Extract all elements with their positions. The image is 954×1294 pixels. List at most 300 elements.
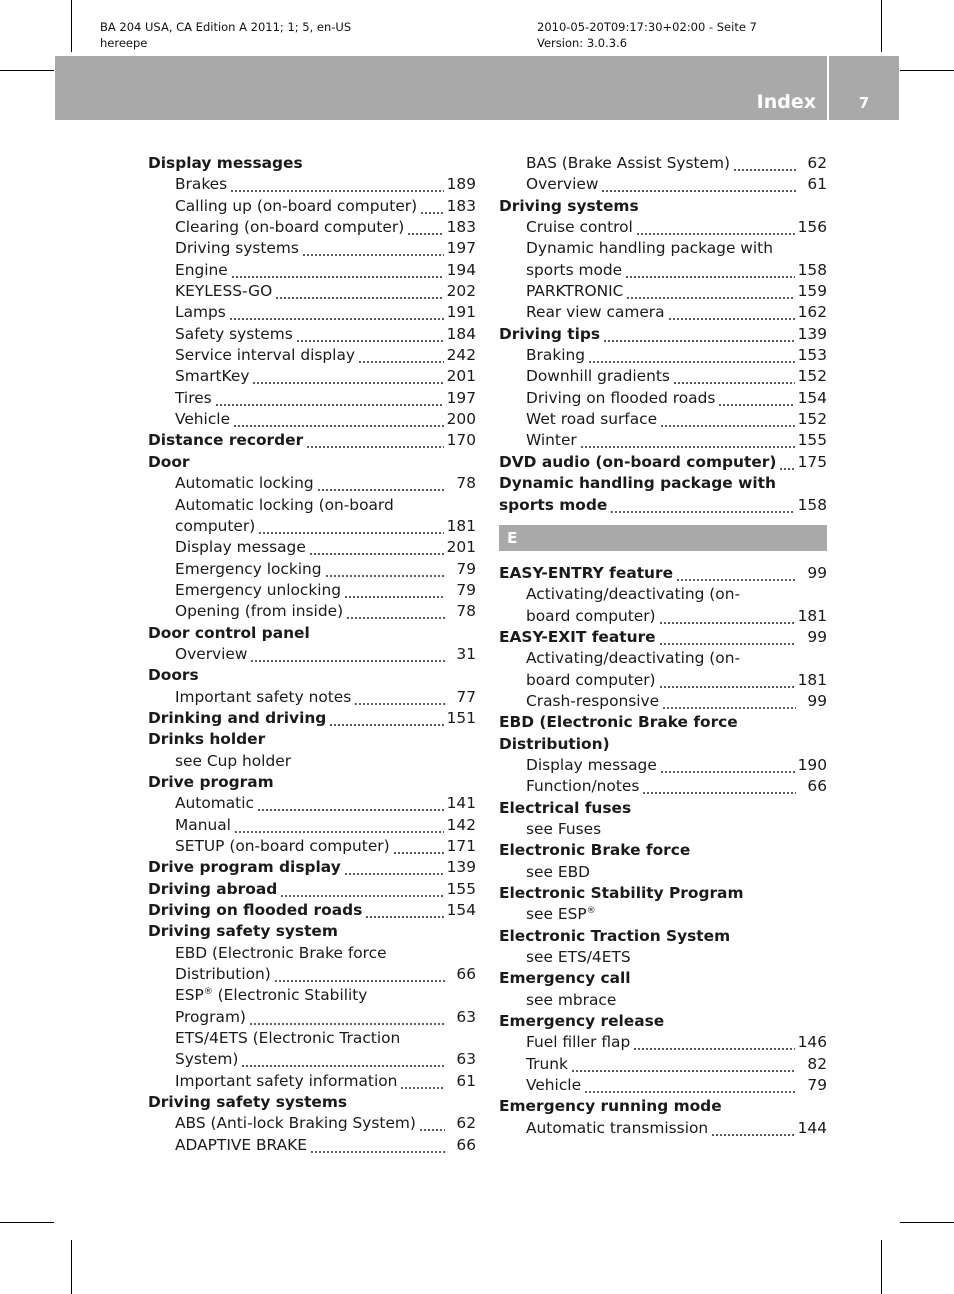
page-reference: 61 [456,1071,476,1090]
entry-text: Electronic Traction System [499,926,731,945]
dot-leader [302,238,444,259]
page-reference: 191 [446,303,476,322]
entry-label [526,430,577,451]
page-reference: 146 [797,1033,827,1052]
entry-text: KEYLESS-GO [175,282,273,301]
page-reference: 144 [797,1118,827,1137]
dot-leader [280,879,443,900]
index-subentry [148,217,476,238]
entry-text: Important safety notes [175,687,352,706]
dot-leader [344,580,445,601]
index-subentry [499,238,827,259]
index-subentry [148,1071,476,1092]
entry-text: Drive program [148,772,274,791]
page-reference: 78 [456,602,476,621]
dot-leader [676,563,796,584]
page-reference: 62 [807,154,827,172]
index-entry [148,857,476,878]
entry-label [526,990,616,1011]
crop-mark-bottom-right-horizontal [900,1222,954,1223]
entry-text: Emergency release [499,1012,665,1031]
crop-mark-top-right-horizontal [900,70,954,71]
entry-text: Drinks holder [148,730,266,749]
index-subentry [148,601,476,622]
index-subentry [148,1113,476,1134]
entry-label [175,580,341,601]
dot-leader [233,409,444,430]
index-subentry [499,990,827,1011]
page-reference: 78 [456,474,476,493]
index-subentry [499,904,827,925]
page-reference: 152 [797,410,827,429]
entry-label [175,495,394,516]
entry-label [526,1054,568,1075]
entry-text: BAS (Brake Assist System) [526,154,730,172]
dot-leader [231,260,444,281]
entry-text: Distance recorder [148,431,304,450]
page-reference: 66 [456,965,476,984]
dot-leader [306,430,443,451]
entry-text: Emergency unlocking [175,580,342,599]
entry-label [175,281,272,302]
index-entry [499,798,827,819]
dot-leader [711,1118,794,1139]
index-subentry [499,947,827,968]
entry-label [148,708,326,729]
dot-leader [329,708,443,729]
index-entry [499,196,827,217]
page-reference: 63 [456,1007,476,1026]
index-subentry [499,1118,827,1139]
dot-leader [420,196,443,217]
index-entry [499,563,827,584]
page-reference: 156 [797,218,827,237]
index-subentry [148,793,476,814]
entry-text: PARKTRONIC [526,282,624,301]
entry-label [175,1007,246,1028]
index-subentry [148,943,476,964]
dot-leader [310,1135,445,1156]
dot-leader [718,388,794,409]
index-subentry [148,537,476,558]
index-subentry [148,174,476,195]
print-info-left [100,19,351,51]
entry-text: Fuel filler flap [526,1033,631,1052]
entry-text: Program) [175,1007,246,1026]
index-entry [499,627,827,648]
index-subentry [499,345,827,366]
entry-text: ADAPTIVE BRAKE [175,1135,307,1154]
index-subentry [499,862,827,883]
page-reference: 197 [446,239,476,258]
entry-label [175,260,228,281]
index-subentry [499,755,827,776]
entry-label [175,751,291,772]
section-title: Index [756,91,816,113]
page-reference: 79 [807,1076,827,1095]
index-subentry [148,580,476,601]
index-subentry [499,691,827,712]
index-entry [148,879,476,900]
entry-text: Trunk [526,1054,568,1073]
page-reference: 159 [797,282,827,301]
print-info-author: hereepe [100,36,148,50]
page-reference: 139 [797,324,827,343]
entry-label [526,217,633,238]
page-reference: 62 [456,1114,476,1133]
index-subentry [148,324,476,345]
entry-text: Downhill gradients [526,367,670,386]
page-reference: 181 [797,670,827,689]
entry-text: Driving systems [499,196,639,215]
entry-text: see mbrace [526,990,617,1009]
page-reference: 175 [797,452,827,471]
entry-label [526,776,639,797]
page-reference: 181 [446,516,476,535]
index-entry [148,430,476,451]
index-entry [148,1092,476,1113]
entry-label [175,366,249,387]
entry-label [148,430,303,451]
crop-mark-bottom-left-vertical [71,1240,72,1294]
dot-leader [258,516,443,537]
entry-text: Driving on flooded roads [526,388,716,407]
entry-text: board computer) [526,670,656,689]
dot-leader [633,1032,794,1053]
index-entry [499,883,827,904]
dot-leader [419,1113,445,1134]
index-subentry [148,473,476,494]
index-entry [148,153,476,174]
entry-text: Overview [175,644,248,663]
entry-text: Clearing (on-board computer) [175,218,405,237]
dot-leader [660,409,795,430]
index-subentry [148,1135,476,1156]
index-subentry [148,1007,476,1028]
index-subentry [148,260,476,281]
index-column-right [499,153,827,1139]
print-info-edition: BA 204 USA, CA Edition A 2011; 1; 5, en-US [100,20,352,34]
entry-text: Automatic locking (on-board [175,495,394,514]
dot-leader [584,1075,796,1096]
entry-text: EBD (Electronic Brake force [175,943,387,962]
page-reference: 170 [446,431,476,450]
entry-text: Winter [526,431,577,450]
index-subentry [499,153,827,174]
entry-label [526,302,665,323]
dot-leader [400,1071,445,1092]
index-subentry [499,1032,827,1053]
page-reference: 154 [446,901,476,920]
entry-text: Dynamic handling package with [499,474,776,493]
index-entry [499,712,827,733]
page-reference: 201 [446,367,476,386]
page-reference: 77 [456,687,476,706]
index-entry [499,840,827,861]
page-reference: 181 [797,606,827,625]
page-reference: 200 [446,410,476,429]
entry-text: Activating/deactivating (on- [526,585,741,604]
page-reference: 197 [446,388,476,407]
entry-text: Safety systems [175,324,293,343]
entry-text: see EBD [526,862,590,881]
index-subentry [499,409,827,430]
page-reference: 152 [797,367,827,386]
index-entry [148,772,476,793]
entry-text: Automatic [175,794,254,813]
index-subentry [148,366,476,387]
index-subentry [148,559,476,580]
entry-label [526,409,657,430]
page-reference: 162 [797,303,827,322]
entry-text: sports mode [499,495,608,514]
entry-label [499,734,610,755]
page-reference: 183 [446,218,476,237]
entry-text: Wet road surface [526,410,658,429]
entry-label [526,691,659,712]
entry-label [499,712,738,733]
index-subentry [499,174,827,195]
entry-label [175,174,227,195]
entry-label [175,238,299,259]
entry-label [175,324,293,345]
entry-label [175,815,231,836]
entry-label [499,473,776,494]
entry-label [175,1135,307,1156]
index-entry [499,1011,827,1032]
dot-leader [241,1049,445,1070]
entry-label [526,947,631,968]
entry-text: Driving safety systems [148,1093,348,1112]
index-subentry [148,687,476,708]
entry-text: see Cup holder [175,751,292,770]
dot-leader [317,473,445,494]
entry-label [148,1092,347,1113]
index-letter: E [507,528,518,547]
entry-text: Dynamic handling package with [526,239,773,258]
crop-mark-bottom-right-vertical [881,1240,882,1294]
crop-mark-top-left-vertical [71,0,72,52]
dot-leader [230,174,443,195]
dot-leader [642,776,796,797]
dot-leader [610,495,794,516]
entry-text: System) [175,1050,239,1069]
page-reference: 79 [456,580,476,599]
dot-leader [274,964,445,985]
crop-mark-top-right-vertical [881,0,882,52]
entry-label [499,1096,722,1117]
entry-text: Distribution) [175,965,271,984]
entry-text: Function/notes [526,777,640,796]
entry-text: Door control panel [148,623,310,642]
page-reference: 99 [807,563,827,582]
entry-label [499,324,600,345]
dot-leader [215,388,444,409]
entry-label [526,862,590,883]
index-subentry [499,366,827,387]
entry-text: Automatic transmission [526,1118,709,1137]
page-reference: 151 [446,708,476,727]
dot-leader [296,324,444,345]
entry-text: EASY-ENTRY feature [499,563,674,582]
entry-label [499,926,730,947]
index-subentry [148,302,476,323]
index-subentry [148,751,476,772]
index-subentry [499,1075,827,1096]
dot-leader [407,217,443,238]
index-entry [148,452,476,473]
entry-text: Drinking and driving [148,708,327,727]
dot-leader [252,366,443,387]
entry-label [175,196,417,217]
entry-label [175,409,230,430]
entry-text: Display message [175,538,306,557]
entry-text: see ETS/4ETS [526,948,631,967]
entry-text: board computer) [526,606,656,625]
entry-text: Calling up (on-board computer) [175,196,418,215]
entry-label [526,670,656,691]
entry-label [148,452,190,473]
page-reference: 190 [797,755,827,774]
index-subentry [499,302,827,323]
dot-leader [673,366,795,387]
index-subentry [499,776,827,797]
page-reference: 79 [456,559,476,578]
index-entry [148,665,476,686]
entry-label [499,883,743,904]
entry-label [175,217,404,238]
index-subentry [499,260,827,281]
index-subentry [499,606,827,627]
entry-text: Opening (from inside) [175,602,344,621]
entry-label [499,563,673,584]
dot-leader [733,153,796,174]
entry-text: sports mode [526,260,623,279]
dot-leader [659,627,796,648]
index-entry [499,495,827,516]
index-subentry [148,388,476,409]
dot-leader [636,217,795,238]
crop-mark-top-left-horizontal [0,70,54,71]
page-reference: 155 [797,431,827,450]
index-subentry [499,670,827,691]
entry-label [175,943,387,964]
page-reference: 99 [807,691,827,710]
entry-label [526,260,622,281]
index-entry [148,708,476,729]
dot-leader [668,302,795,323]
page-reference: 63 [456,1050,476,1069]
page-reference: 184 [446,324,476,343]
entry-label [499,627,656,648]
entry-label [175,644,247,665]
entry-label [175,559,322,580]
dot-leader [779,452,794,473]
entry-text: ESP [175,986,204,1005]
dot-leader [601,174,796,195]
entry-label [148,153,303,174]
crop-mark-bottom-left-horizontal [0,1222,54,1223]
entry-label [175,687,351,708]
index-subentry [499,217,827,238]
entry-text: Electrical fuses [499,798,632,817]
entry-text: computer) [175,516,256,535]
entry-text: Drive program display [148,858,341,877]
index-subentry [499,584,827,605]
index-subentry [148,409,476,430]
entry-text: DVD audio (on-board computer) [499,452,777,471]
dot-leader [325,559,445,580]
index-subentry [499,388,827,409]
index-entry [499,968,827,989]
entry-text: Display messages [148,154,303,172]
index-entry [148,729,476,750]
entry-label [526,606,656,627]
entry-text: Driving tips [499,324,601,343]
page-reference: 153 [797,346,827,365]
entry-label [175,302,226,323]
entry-label [148,665,199,686]
dot-leader [625,260,794,281]
entry-text: Brakes [175,175,228,194]
dot-leader [354,687,445,708]
entry-label [148,772,274,793]
entry-text: ABS (Anti-lock Braking System) [175,1114,416,1133]
entry-label [175,793,254,814]
page-reference: 142 [446,815,476,834]
entry-label [175,473,314,494]
index-entry [499,473,827,494]
entry-text: Vehicle [526,1076,582,1095]
entry-text: Braking [526,346,586,365]
entry-label [526,345,585,366]
dot-leader [588,345,795,366]
entry-text: Driving abroad [148,879,278,898]
index-subentry [499,281,827,302]
index-entry [499,734,827,755]
dot-leader [234,815,444,836]
entry-text: Driving safety system [148,922,338,941]
page-reference: 201 [446,538,476,557]
page-reference: 183 [446,196,476,215]
dot-leader [580,430,795,451]
entry-text: Electronic Stability Program [499,884,744,902]
index-entry [499,452,827,473]
index-subentry [499,430,827,451]
index-entry [499,1096,827,1117]
entry-label [526,281,623,302]
index-subentry [148,644,476,665]
page-reference: 158 [797,260,827,279]
dot-leader [393,836,444,857]
dot-leader [250,644,445,665]
dot-leader [660,755,795,776]
entry-text: EASY-EXIT feature [499,627,656,646]
entry-text: Overview [526,175,599,194]
entry-label [148,857,341,878]
dot-leader [346,601,445,622]
index-subentry [148,985,476,1006]
entry-label [526,648,740,669]
entry-text: Tires [175,388,212,407]
page-reference: 61 [807,175,827,194]
registered-mark: ® [586,906,596,917]
entry-text: Rear view camera [526,303,665,322]
index-subentry [148,345,476,366]
entry-label [175,964,271,985]
entry-label [148,900,362,921]
entry-label [526,1118,708,1139]
